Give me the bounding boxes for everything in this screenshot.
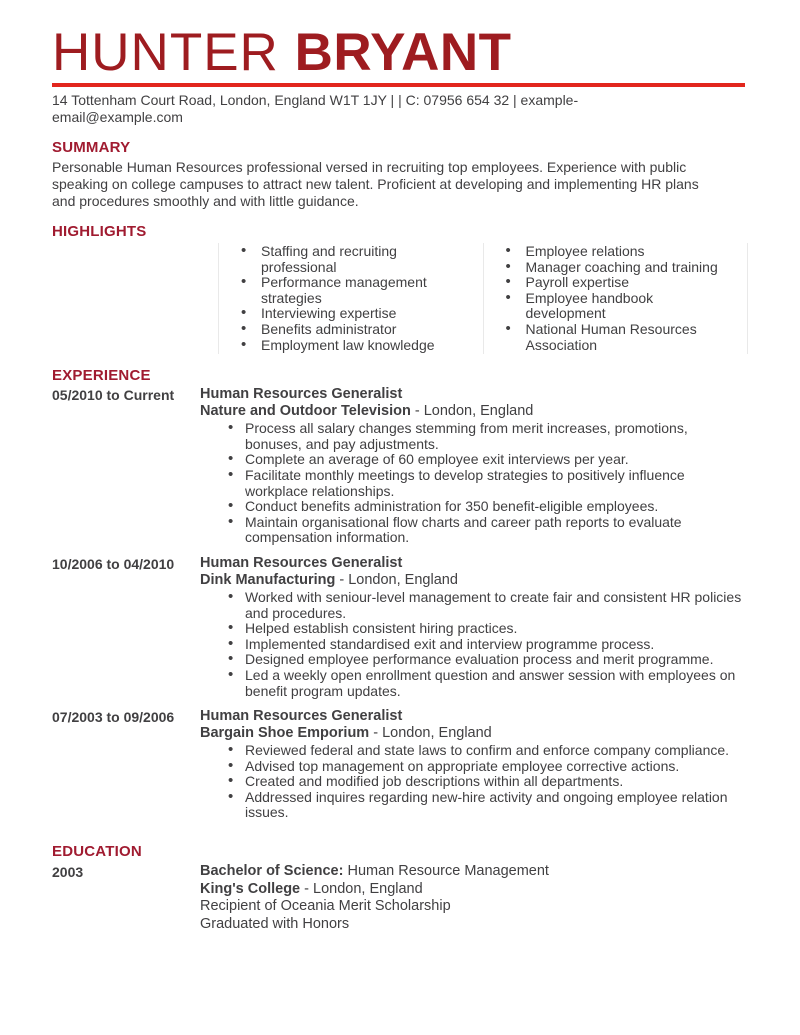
school-line [200,881,748,899]
highlights-column-right [483,243,748,354]
job-bullet: • Addressed inquires regarding new-hire activity and ongoing employee relation issues. [228,790,748,821]
job-bullet: • Process all salary changes stemming from merit increases, promotions, bonuses, and pay adjustments. [228,421,748,452]
job-bullet-list [200,743,748,821]
job-title: Human Resources Generalist [200,708,403,725]
job-bullet: • Worked with seniour-level management to create fair and consistent HR policies and procedures. [228,590,748,621]
highlight-item: • Employee relations [484,244,731,260]
job-dates: 07/2003 to 09/2006 [52,709,175,726]
job-dates: 05/2010 to Current [52,387,175,404]
job-bullet: • Maintain organisational flow charts and career path reports to evaluate compensation information. [228,515,748,546]
job-company-line [200,403,748,419]
job-bullet: • Advised top management on appropriate employee corrective actions. [228,759,748,775]
last-name: BRYANT [294,23,512,82]
education-note: Recipient of Oceania Merit Scholarship [200,898,451,915]
company-location: - London, England [410,403,534,420]
job-company-line [200,725,748,741]
job-entry [52,555,748,708]
highlight-item: • Interviewing expertise [219,306,466,322]
highlight-item: • Employment law knowledge [219,338,466,354]
school-location: - London, England [300,880,423,897]
highlights-section [52,223,748,354]
job-bullet: • Conduct benefits administration for 350 benefit-eligible employees. [228,499,748,515]
summary-section [52,139,748,210]
contact-line-1: 14 Tottenham Court Road, London, England W1T 1JY | | C: 07956 654 32 | example- [52,92,579,109]
job-bullet-list [200,421,748,546]
job-bullet: • Helped establish consistent hiring practices. [228,621,748,637]
degree-label: Bachelor of Science: [200,863,344,880]
education-heading: EDUCATION [52,843,142,861]
degree-field: Human Resource Management [343,863,549,880]
company-location: - London, England [335,571,458,588]
job-entry [52,386,748,555]
header-divider [52,83,745,87]
job-title: Human Resources Generalist [200,386,403,403]
highlight-item: • National Human Resources Association [484,322,731,353]
job-bullet: • Reviewed federal and state laws to confirm and enforce company compliance. [228,743,748,759]
highlights-column-left [218,243,483,354]
education-body [200,863,748,933]
highlights-heading: HIGHLIGHTS [52,223,147,241]
summary-heading: SUMMARY [52,139,131,157]
resume-header [52,23,748,126]
candidate-name [52,23,748,82]
job-bullet-list [200,590,748,699]
highlights-table [218,243,748,354]
highlight-item: • Employee handbook development [484,291,731,322]
job-entry [52,708,748,830]
job-body [200,555,748,708]
experience-heading: EXPERIENCE [52,367,151,385]
highlight-item: • Manager coaching and training [484,260,731,276]
job-bullet: • Implemented standardised exit and interview programme process. [228,637,748,653]
job-body [200,386,748,555]
highlight-item: • Benefits administrator [219,322,466,338]
job-company-line [200,572,748,588]
education-note: Graduated with Honors [200,915,350,932]
job-bullet: • Facilitate monthly meetings to develop strategies to positively influence workplace relationships. [228,468,748,499]
company-name: Nature and Outdoor Television [200,403,411,420]
job-title: Human Resources Generalist [200,554,403,571]
job-dates: 10/2006 to 04/2010 [52,555,175,572]
company-name: Dink Manufacturing [200,571,336,588]
education-section [52,843,748,933]
job-bullet: • Created and modified job descriptions within all departments. [228,774,748,790]
highlight-item: • Staffing and recruiting professional [219,244,466,275]
education-entry [52,863,748,933]
job-body [200,708,748,830]
school-name: King's College [200,880,301,897]
education-year: 2003 [52,864,84,881]
highlight-item: • Payroll expertise [484,275,731,291]
contact-info [52,92,748,126]
job-bullet: • Led a weekly open enrollment question and answer session with employees on benefit program updates. [228,668,748,699]
degree-line [200,863,748,881]
job-bullet: • Complete an average of 60 employee exit interviews per year. [228,452,748,468]
contact-line-2: email@example.com [52,109,183,126]
company-location: - London, England [369,725,492,742]
experience-section [52,367,748,830]
first-name: HUNTER [52,23,279,82]
company-name: Bargain Shoe Emporium [200,725,370,742]
job-bullet: • Designed employee performance evaluation process and merit programme. [228,652,748,668]
highlight-item: • Performance management strategies [219,275,466,306]
summary-text: Personable Human Resources professional versed in recruiting top employees. Experience with public speaking on college campuses to attract new talent. Proficient at developing and implementing HR plans and procedures smoothly and with little guidance. [52,159,699,210]
